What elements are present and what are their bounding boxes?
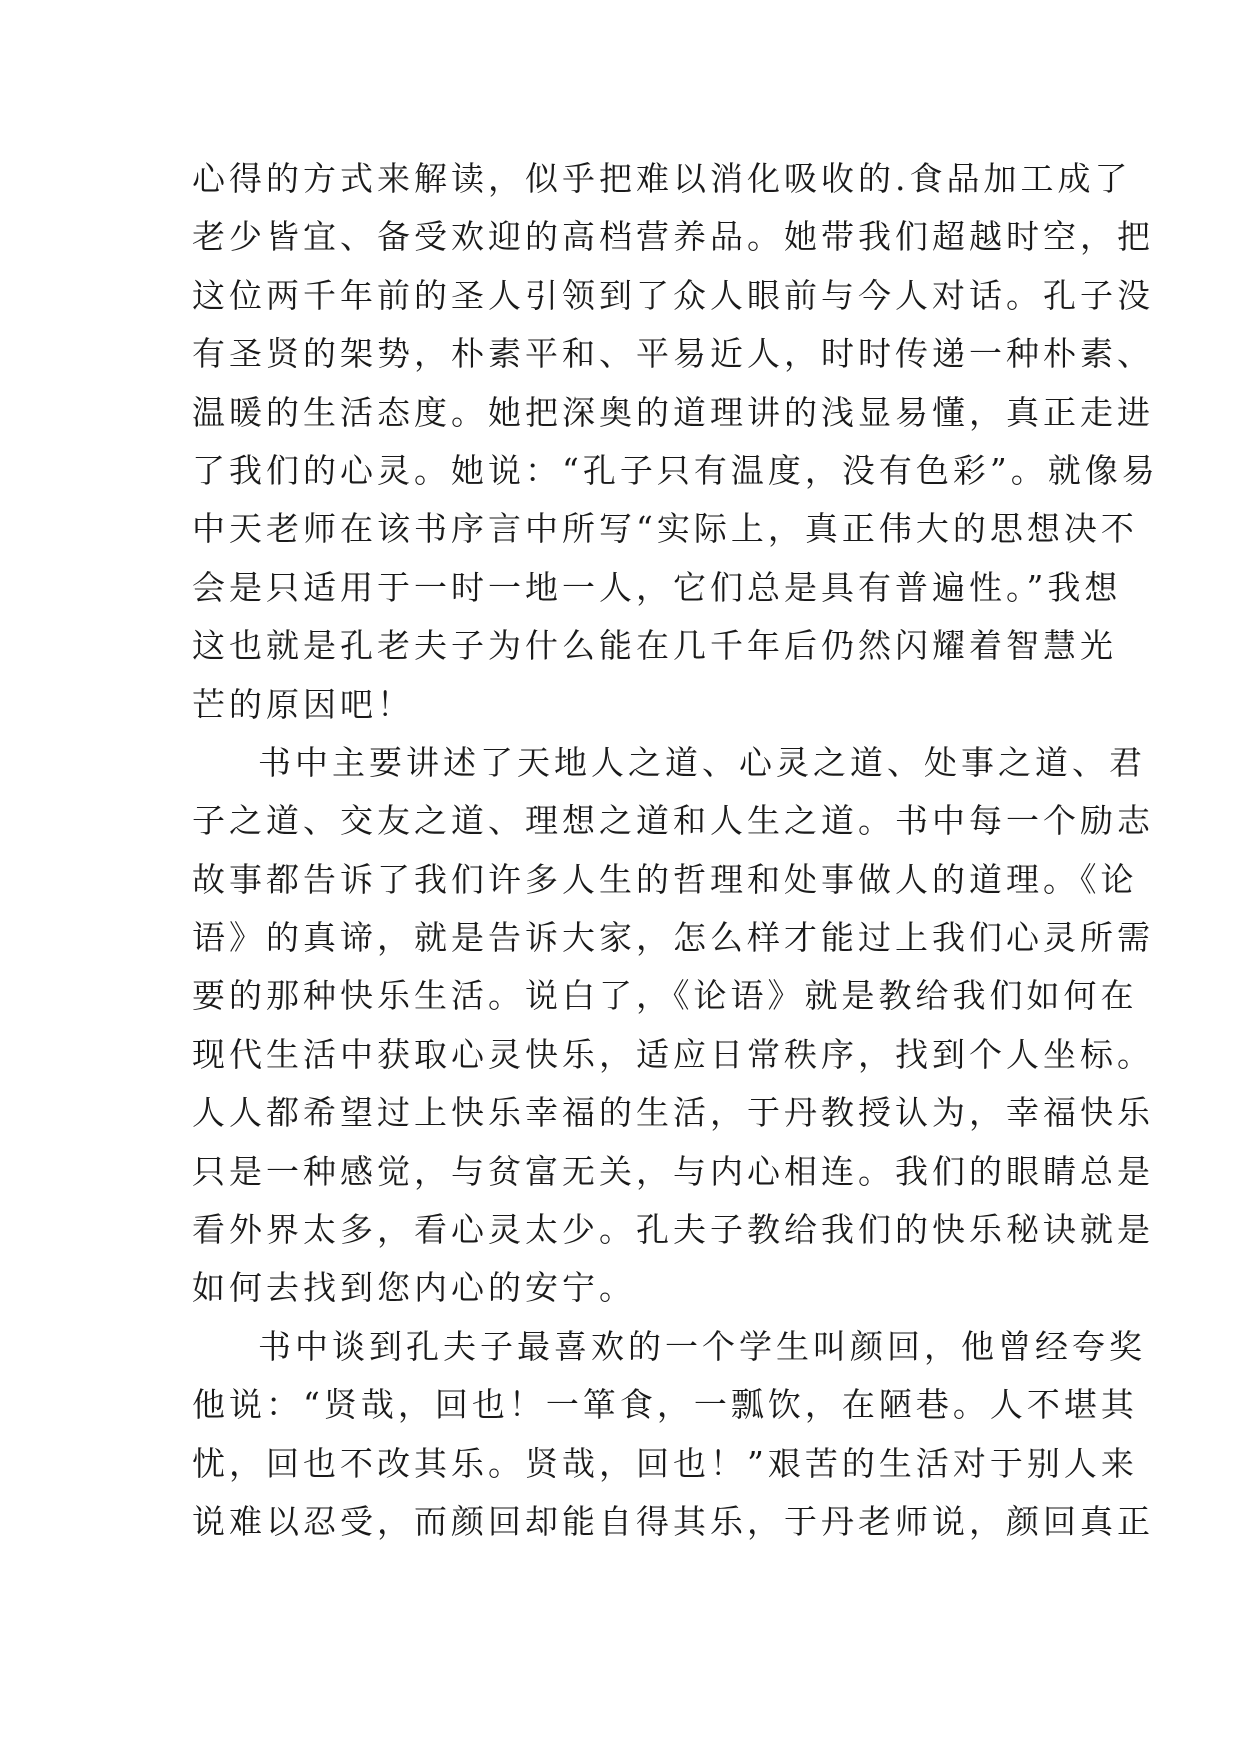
text-line: 故事都告诉了我们许多人生的哲理和处事做人的道理。《论 — [192, 859, 1138, 899]
text-line: 会是只适用于一时一地一人，它们总是具有普遍性。”我想 — [192, 567, 1122, 607]
text-line: 有圣贤的架势，朴素平和、平易近人，时时传递一种朴素、 — [192, 334, 1154, 374]
text-line: 书中主要讲述了天地人之道、心灵之道、处事之道、君 — [258, 742, 1146, 782]
paragraph-2 — [192, 734, 1154, 1318]
text-line: 说难以忍受，而颜回却能自得其乐，于丹老师说，颜回真正 — [192, 1501, 1154, 1541]
text-line: 只是一种感觉，与贫富无关，与内心相连。我们的眼睛总是 — [192, 1151, 1154, 1191]
text-line: 老少皆宜、备受欢迎的高档营养品。她带我们超越时空，把 — [192, 217, 1154, 257]
text-line: 人人都希望过上快乐幸福的生活，于丹教授认为，幸福快乐 — [192, 1093, 1154, 1133]
text-line: 心得的方式来解读，似乎把难以消化吸收的.食品加工成了 — [192, 159, 1132, 198]
text-line: 看外界太多，看心灵太少。孔夫子教给我们的快乐秘诀就是 — [192, 1210, 1154, 1250]
text-line: 中天老师在该书序言中所写“实际上，真正伟大的思想决不 — [192, 509, 1138, 549]
text-line: 忧，回也不改其乐。贤哉，回也！”艰苦的生活对于别人来 — [192, 1443, 1138, 1483]
text-line: 子之道、交友之道、理想之道和人生之道。书中每一个励志 — [192, 801, 1154, 841]
text-line: 他说：“贤哉，回也！一箪食，一瓢饮，在陋巷。人不堪其 — [192, 1385, 1138, 1425]
text-line: 了我们的心灵。她说：“孔子只有温度，没有色彩”。就像易 — [192, 450, 1159, 490]
text-line: 现代生活中获取心灵快乐，适应日常秩序，找到个人坐标。 — [192, 1034, 1154, 1074]
text-line: 温暖的生活态度。她把深奥的道理讲的浅显易懂，真正走进 — [192, 392, 1154, 432]
text-line: 如何去找到您内心的安宁。 — [192, 1268, 636, 1308]
paragraph-3 — [192, 1318, 1154, 1552]
text-line: 芒的原因吧！ — [192, 684, 414, 724]
text-line: 书中谈到孔夫子最喜欢的一个学生叫颜回，他曾经夸奖 — [258, 1326, 1146, 1366]
text-line: 这位两千年前的圣人引领到了众人眼前与今人对话。孔子没 — [192, 275, 1154, 315]
text-line: 这也就是孔老夫子为什么能在几千年后仍然闪耀着智慧光 — [192, 626, 1117, 666]
paragraph-1 — [192, 150, 1159, 734]
text-line: 要的那种快乐生活。说白了，《论语》就是教给我们如何在 — [192, 976, 1138, 1016]
document-body — [192, 150, 1159, 1551]
text-line: 语》的真谛，就是告诉大家，怎么样才能过上我们心灵所需 — [192, 918, 1154, 958]
